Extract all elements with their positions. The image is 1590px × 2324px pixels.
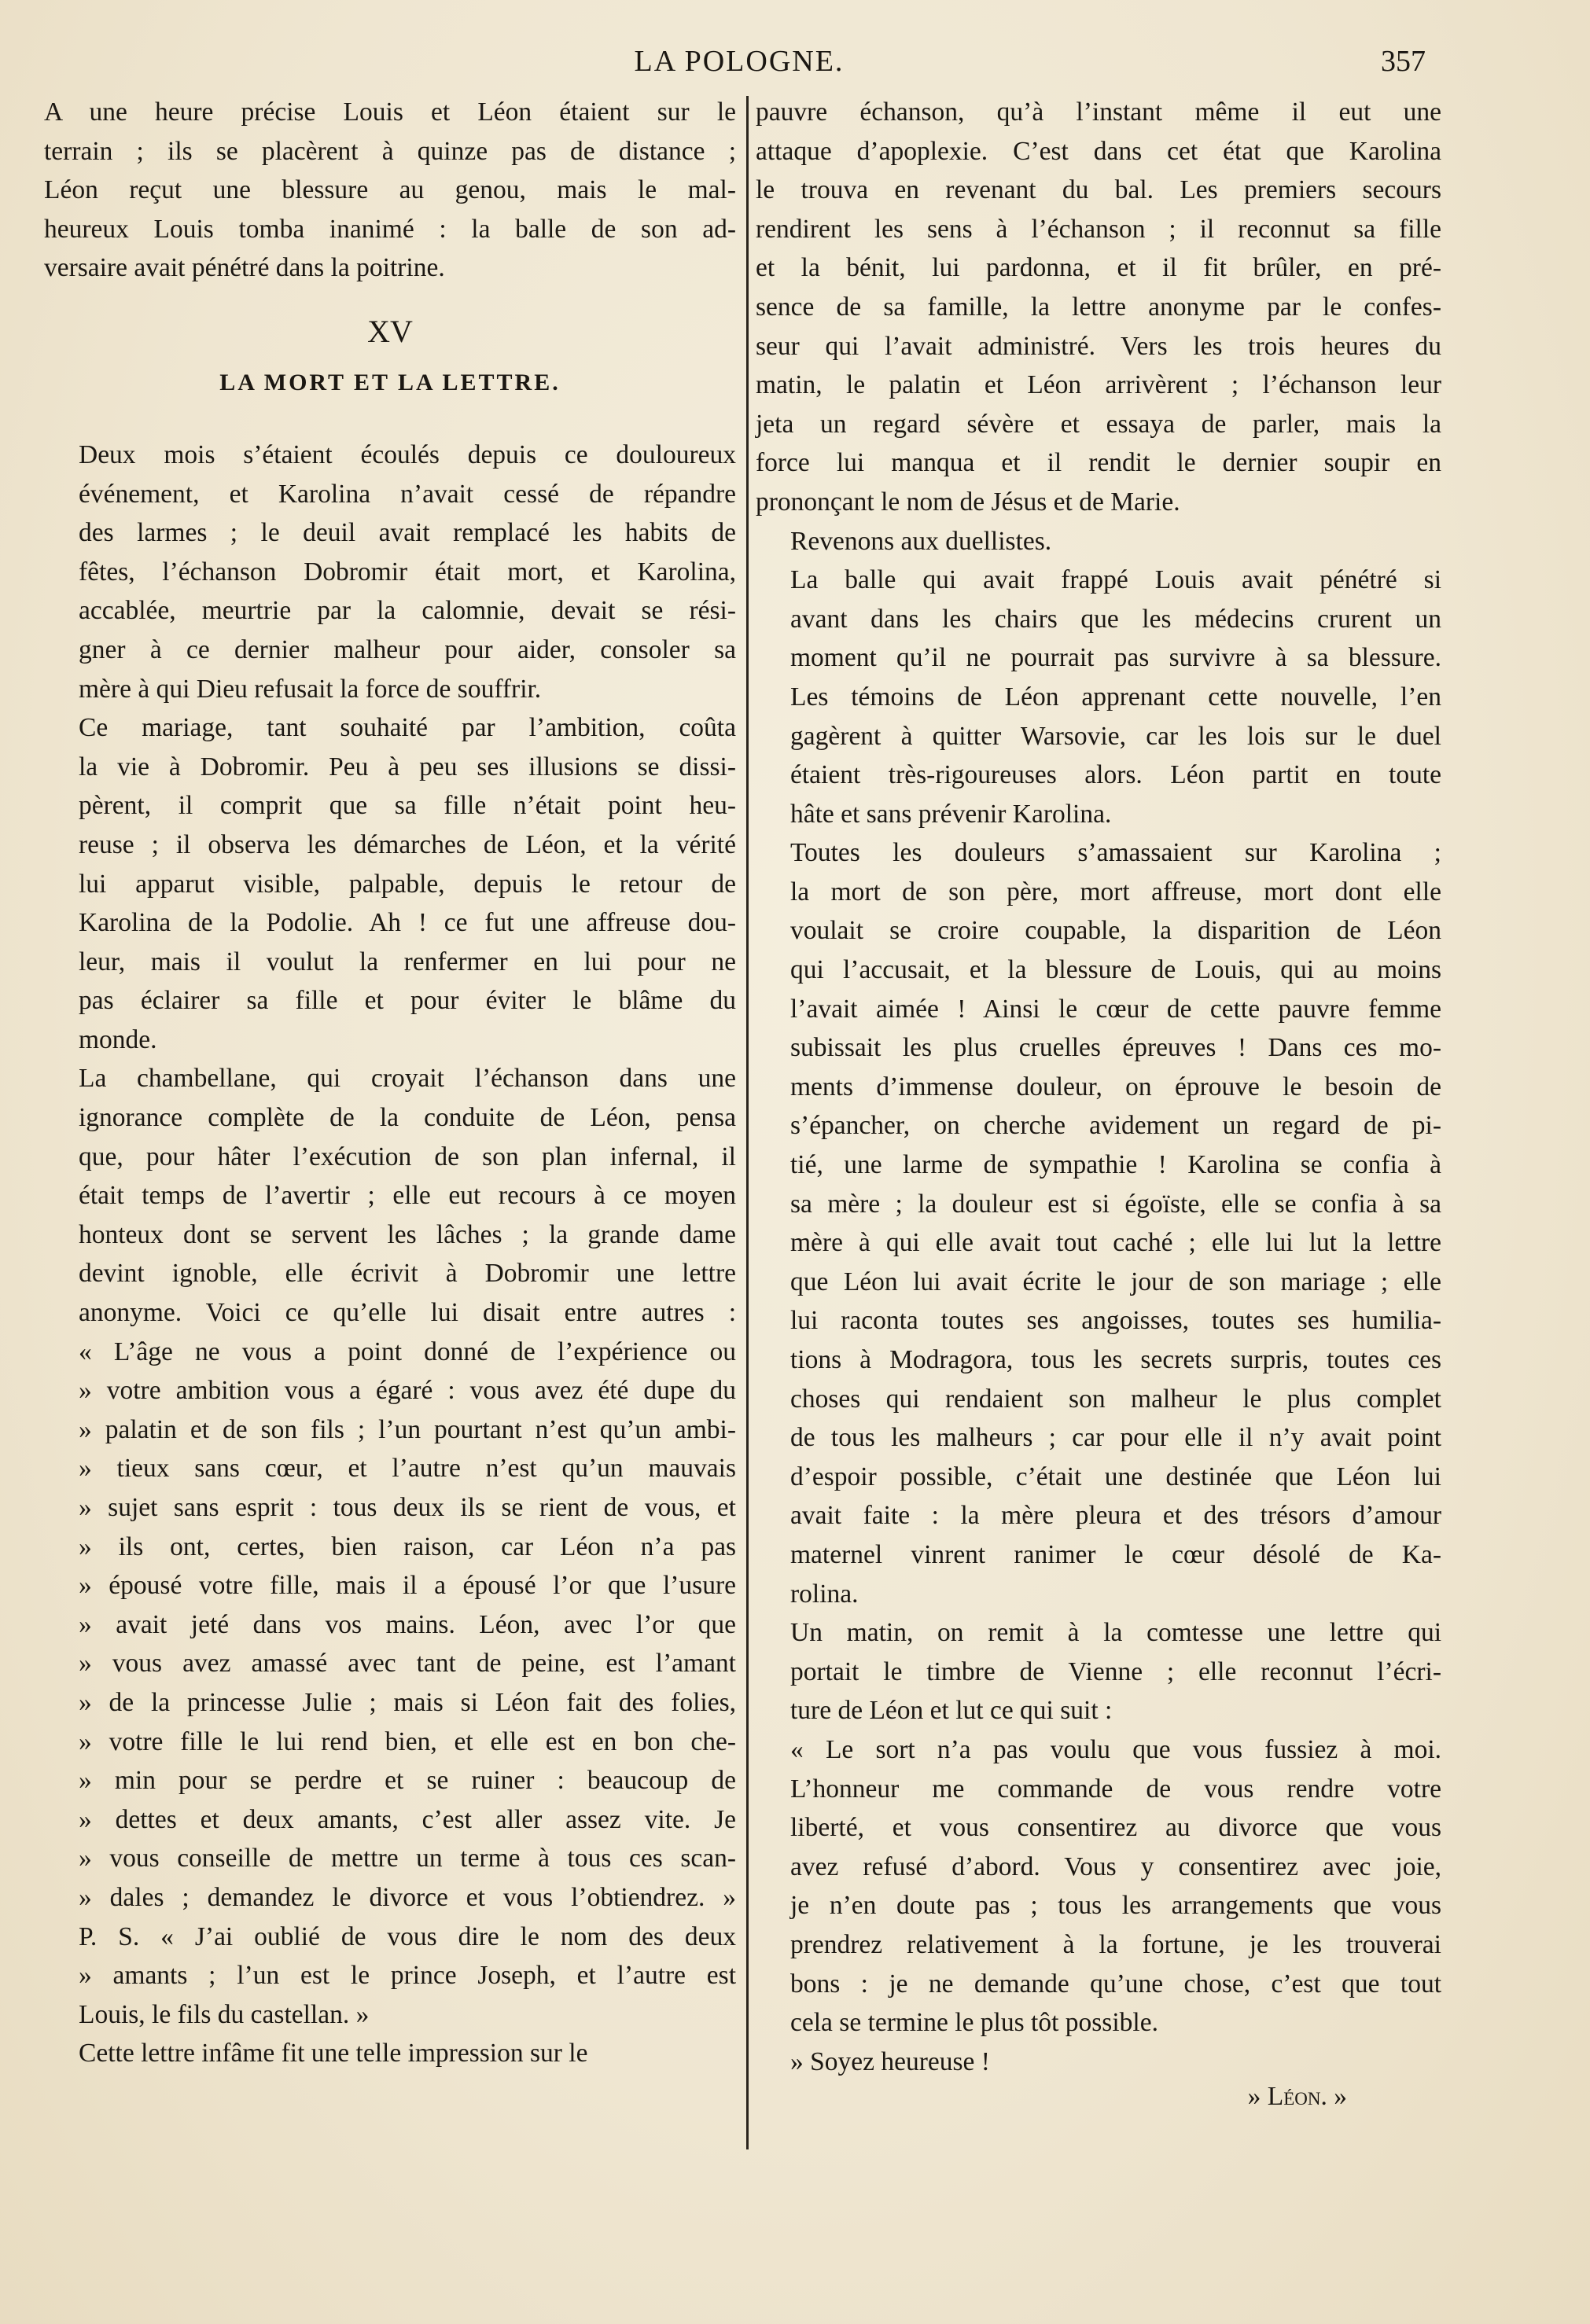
text-line: L’honneur me commande de vous rendre votre [790,1774,1441,1804]
paragraph [44,2034,736,2073]
text-line: avez refusé d’abord. Vous y consentirez avec joie, [790,1851,1441,1881]
text-line: tions à Modragora, tous les secrets surpris, toutes ces [790,1345,1441,1374]
text-line: rolina. [790,1579,859,1609]
text-line: voulait se croire coupable, la disparition de Léon [790,916,1441,946]
text-line: » de la princesse Julie ; mais si Léon fait des folies, [79,1687,736,1717]
text-line: » tieux sans cœur, et l’autre n’est qu’un mauvais [79,1454,736,1484]
text-line: mère à qui Dieu refusait la force de souffrir. [79,674,542,704]
text-line: ture de Léon et lut ce qui suit : [790,1696,1113,1726]
text-line: pèrent, il comprit que sa fille n’était point heu- [79,791,736,821]
text-line: » amants ; l’un est le prince Joseph, et l’autre est [79,1961,736,1991]
text-line: Un matin, on remit à la comtesse une lettre qui [790,1618,1441,1648]
running-title: LA POLOGNE. [634,45,845,78]
text-line: P. S. « J’ai oublié de vous dire le nom des deux [79,1921,736,1951]
text-line: devint ignoble, elle écrivit à Dobromir une lettre [79,1259,736,1289]
text-line: subissait les plus cruelles épreuves ! Dans ces mo- [790,1033,1441,1063]
text-line: « L’âge ne vous a point donné de l’expérience ou [79,1337,736,1366]
text-line: force lui manqua et il rendit le dernier soupir en [756,448,1441,478]
text-line: A une heure précise Louis et Léon étaient sur le [44,97,736,127]
opening-paragraph [44,93,736,288]
text-line: matin, le palatin et Léon arrivèrent ; l’échanson leur [756,370,1441,400]
text-line: » dales ; demandez le divorce et vous l’obtiendrez. » [79,1882,736,1912]
text-line: hâte et sans prévenir Karolina. [790,799,1112,829]
text-line: s’épancher, on cherche avidement un regard de pi- [790,1111,1441,1141]
text-line: étaient très-rigoureuses alors. Léon partit en toute [790,760,1441,790]
right-paragraphs [756,93,1441,2081]
text-line: terrain ; ils se placèrent à quinze pas de distance ; [44,136,736,166]
text-line: sa mère ; la douleur est si égoïste, elle se confia à sa [790,1189,1441,1219]
text-line: la vie à Dobromir. Peu à peu ses illusions se dissi- [79,752,736,781]
text-line: prononçant le nom de Jésus et de Marie. [756,487,1180,517]
text-line: ments d’immense douleur, on éprouve le besoin de [790,1072,1441,1101]
text-line: la mort de son père, mort affreuse, mort dont elle [790,877,1441,906]
text-line: choses qui rendaient son malheur le plus complet [790,1384,1441,1414]
text-line: sence de sa famille, la lettre anonyme par le confes- [756,292,1441,322]
text-line: Ce mariage, tant souhaité par l’ambition, coûta [79,713,736,743]
right-column [756,93,1441,2113]
text-line: bons : je ne demande qu’une chose, c’est que tout [790,1969,1441,1999]
text-line: Revenons aux duellistes. [790,526,1052,556]
text-line: cela se termine le plus tôt possible. [790,2008,1158,2038]
text-line: » votre fille le lui rend bien, et elle est en bon che- [79,1726,736,1756]
text-line: tié, une larme de sympathie ! Karolina se confia à [790,1150,1441,1180]
text-line: jeta un regard sévère et essaya de parler, mais la [756,409,1441,439]
text-line: » épousé votre fille, mais il a épousé l’or que l’usure [79,1571,736,1601]
text-line: La balle qui avait frappé Louis avait pénétré si [790,565,1441,595]
text-line: Louis, le fils du castellan. » [79,1999,370,2029]
column-rule [746,96,749,2149]
text-line: liberté, et vous consentirez au divorce que vous [790,1813,1441,1843]
text-line: prendrez relativement à la fortune, je les trouverai [790,1929,1441,1959]
left-paragraphs [44,436,736,2073]
left-column [44,93,736,2073]
paragraph [44,1059,736,2034]
section-title: LA MORT ET LA LETTRE. [219,369,561,395]
text-line: avait faite : la mère pleura et des trésors d’amour [790,1501,1441,1531]
text-line: La chambellane, qui croyait l’échanson dans une [79,1064,736,1094]
text-line: avant dans les chairs que les médecins crurent un [790,604,1441,634]
text-line: seur qui l’avait administré. Vers les trois heures du [756,331,1441,361]
text-line: Karolina de la Podolie. Ah ! ce fut une affreuse dou- [79,908,736,938]
text-line: » vous avez amassé avec tant de peine, est l’amant [79,1649,736,1679]
page-number: 357 [1381,45,1426,78]
paragraph [756,1613,1441,1730]
text-line: Deux mois s’étaient écoulés depuis ce douloureux [79,439,736,469]
paragraph [756,833,1441,1613]
text-line: Les témoins de Léon apprenant cette nouvelle, l’en [790,682,1441,712]
paragraph [756,522,1441,561]
text-line: de tous les malheurs ; car pour elle il n’y avait point [790,1423,1441,1453]
text-line: leur, mais il voulut la renfermer en lui pour ne [79,947,736,976]
text-line: lui raconta toutes ses angoisses, toutes ses humilia- [790,1306,1441,1336]
text-line: pas éclairer sa fille et pour éviter le blâme du [79,986,736,1016]
text-line: » votre ambition vous a égaré : vous avez été dupe du [79,1376,736,1406]
paragraph [44,708,736,1059]
text-line: » min pour se perdre et se ruiner : beaucoup de [79,1766,736,1796]
text-line: que Léon lui avait écrite le jour de son mariage ; elle [790,1267,1441,1296]
paragraph [756,1730,1441,2043]
text-line: reuse ; il observa les démarches de Léon, et la vérité [79,829,736,859]
text-line: Cette lettre infâme fit une telle impression sur le [79,2039,588,2068]
text-line: portait le timbre de Vienne ; elle reconnut l’écri- [790,1657,1441,1686]
paragraph [756,2043,1441,2082]
text-line: gagèrent à quitter Warsovie, car les lois sur le duel [790,721,1441,751]
text-line: le trouva en revenant du bal. Les premiers secours [756,175,1441,205]
text-line: » sujet sans esprit : tous deux ils se rient de vous, et [79,1493,736,1522]
text-line: « Le sort n’a pas voulu que vous fussiez à moi. [790,1734,1441,1764]
text-line: » vous conseille de mettre un terme à tous ces scan- [79,1844,736,1874]
text-line: était temps de l’avertir ; elle eut recours à ce moyen [79,1181,736,1211]
text-line: lui apparut visible, palpable, depuis le retour de [79,869,736,899]
signature: » Léon. » [1247,2082,1347,2112]
text-line: rendirent les sens à l’échanson ; il reconnut sa fille [756,214,1441,244]
text-line: » avait jeté dans vos mains. Léon, avec l’or que [79,1609,736,1639]
text-line: anonyme. Voici ce qu’elle lui disait entre autres : [79,1298,736,1328]
text-line: l’avait aimée ! Ainsi le cœur de cette pauvre femme [790,994,1441,1024]
section-number: XV [367,313,413,349]
text-line: » palatin et de son fils ; l’un pourtant n’est qu’un ambi- [79,1414,736,1444]
text-line: gner à ce dernier malheur pour aider, consoler sa [79,634,736,664]
text-line: des larmes ; le deuil avait remplacé les habits de [79,518,736,548]
text-line: honteux dont se servent les lâches ; la grande dame [79,1219,736,1249]
text-line: versaire avait pénétré dans la poitrine. [44,253,445,283]
text-line: moment qu’il ne pourrait pas survivre à sa blessure. [790,643,1441,673]
paragraph [756,93,1441,522]
running-head [0,44,1590,83]
text-line: que, pour hâter l’exécution de son plan infernal, il [79,1142,736,1171]
text-line: Léon reçut une blessure au genou, mais le mal- [44,175,736,205]
text-line: » dettes et deux amants, c’est aller assez vite. Je [79,1804,736,1834]
paragraph [44,436,736,708]
text-line: Toutes les douleurs s’amassaient sur Karolina ; [790,838,1441,868]
text-line: monde. [79,1024,157,1054]
text-line: accablée, meurtrie par la calomnie, devait se rési- [79,596,736,626]
paragraph [756,561,1441,833]
text-line: heureux Louis tomba inanimé : la balle de son ad- [44,214,736,244]
text-line: ignorance complète de la conduite de Léon, pensa [79,1103,736,1133]
text-line: fêtes, l’échanson Dobromir était mort, et Karolina, [79,557,736,587]
text-line: et la bénit, lui pardonna, et il fit brûler, en pré- [756,253,1441,283]
text-line: d’espoir possible, c’était une destinée que Léon lui [790,1462,1441,1491]
text-line: » ils ont, certes, bien raison, car Léon n’a pas [79,1532,736,1561]
text-line: qui l’accusait, et la blessure de Louis, qui au moins [790,955,1441,985]
text-line: maternel vinrent ranimer le cœur désolé de Ka- [790,1539,1441,1569]
text-line: pauvre échanson, qu’à l’instant même il eut une [756,97,1441,127]
text-line: je n’en doute pas ; tous les arrangements que vous [790,1891,1441,1921]
text-line: événement, et Karolina n’avait cessé de répandre [79,479,736,509]
text-line: mère à qui elle avait tout caché ; elle lui lut la lettre [790,1228,1441,1258]
text-line: » Soyez heureuse ! [790,2046,990,2076]
text-line: attaque d’apoplexie. C’est dans cet état que Karolina [756,136,1441,166]
